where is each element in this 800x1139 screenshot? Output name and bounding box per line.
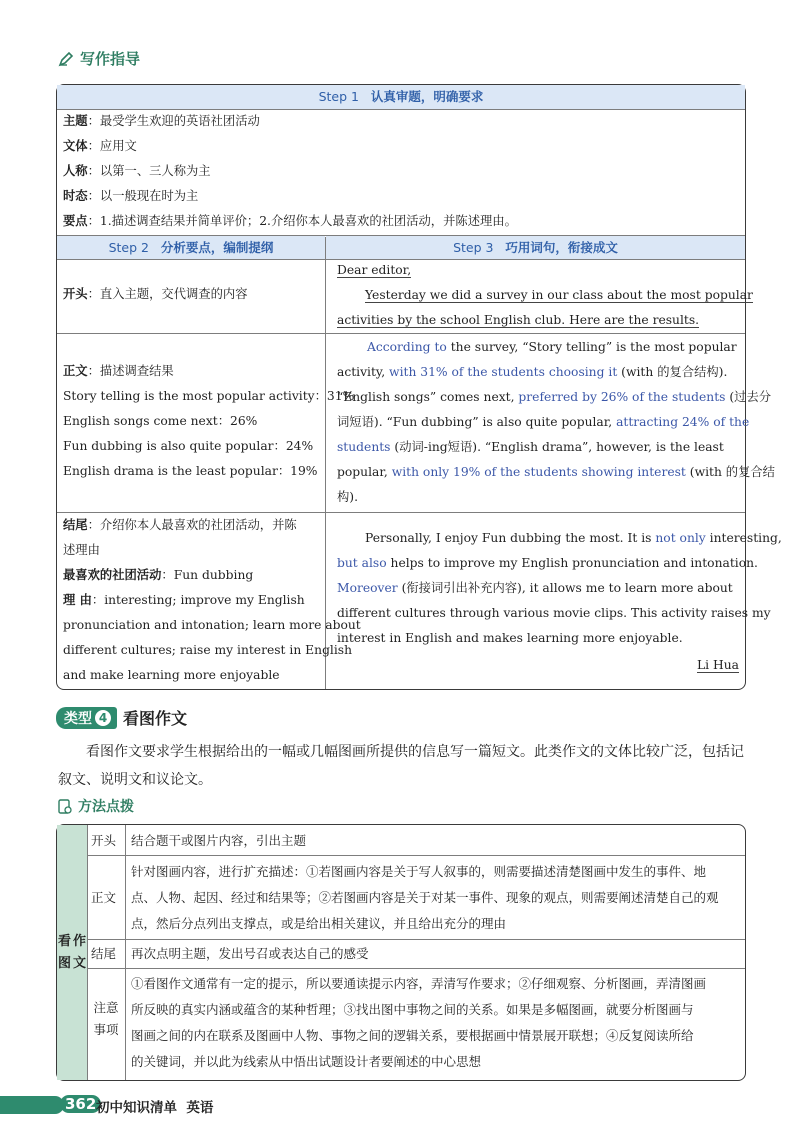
method-row-label-ending: 结尾: [91, 946, 117, 961]
step3-header: Step 3 巧用词句，衔接成文: [326, 236, 745, 259]
reason-line1: 理 由：interesting; improve my English: [63, 593, 305, 607]
req-points: 要点：1.描述调查结果并简单评价；2.介绍你本人最喜欢的社团活动，并陈述理由。: [63, 214, 517, 228]
method-title: 方法点拨: [58, 796, 134, 816]
essay-p2-line5: students (动词-ing短语). “English drama”, however, is the least: [337, 440, 724, 454]
method-row-notes-line2: 所反映的真实内涵或蕴含的某种哲理；③找出图中事物之间的关系。如果是多幅图画，就要分析图画与: [131, 1002, 694, 1017]
type-badge: 类型 4: [56, 707, 117, 729]
essay-salutation: Dear editor,: [337, 263, 412, 277]
essay-signature: Li Hua: [697, 658, 739, 672]
method-row-label-notes: 注意 事项: [93, 1000, 119, 1037]
body-item-1: Story telling is the most popular activity：31%: [63, 389, 355, 403]
essay-p2-line7: 构).: [337, 490, 359, 504]
essay-p2-line4: 词短语). “Fun dubbing” is also quite popular, attracting 24% of the: [337, 415, 750, 429]
method-row-notes-line1: ①看图作文通常有一定的提示，所以要通读提示内容，弄清写作要求；②仔细观察、分析图画，弄清图画: [131, 976, 707, 991]
reason-line2: pronunciation and intonation; learn more about: [63, 618, 361, 632]
essay-p2-line3: “English songs” comes next, preferred by 26% of the students (过去分: [337, 390, 772, 404]
req-topic: 主题：最受学生欢迎的英语社团活动: [63, 114, 260, 128]
outline-ending-cont: 述理由: [63, 543, 100, 557]
body-item-3: Fun dubbing is also quite popular：24%: [63, 439, 314, 453]
method-row-opening: 结合题干或图片内容，引出主题: [131, 833, 307, 848]
method-row-body-line1: 针对图画内容，进行扩充描述：①若图画内容是关于写人叙事的，则需要描述清楚图画中发生的事件、地: [131, 864, 707, 879]
type4-heading: 类型 4 看图作文: [56, 706, 187, 729]
method-row-notes-line3: 图画之间的内在联系及图画中人物、事物之间的逻辑关系，要根据画中情景展开联想；④反复阅读所给: [131, 1028, 694, 1043]
step2-header: Step 2 分析要点，编制提纲: [57, 236, 325, 259]
method-row-notes-line4: 的关键词，并以此为线索从中悟出试题设计者要阐述的中心思想: [131, 1054, 482, 1069]
essay-p2-line6: popular, with only 19% of the students showing interest (with 的复合结: [337, 465, 775, 479]
body-item-2: English songs come next：26%: [63, 414, 258, 428]
method-row-label-opening: 开头: [91, 833, 117, 848]
pen-icon: [58, 51, 74, 67]
essay-p3-line5: interest in English and makes learning more enjoyable.: [337, 631, 683, 645]
footer-bar: [0, 1096, 64, 1114]
outline-opening: 开头：直入主题，交代调查的内容: [63, 287, 248, 301]
method-row-body-line3: 点，然后分点列出支撑点，或是给出相关建议，并且给出充分的理由: [131, 916, 507, 931]
footer-book-title: 初中知识清单 英语: [96, 1100, 214, 1116]
essay-p1-line2: activities by the school English club. Here are the results.: [337, 313, 700, 327]
step1-header: Step 1 认真审题，明确要求: [57, 85, 745, 109]
section-title: 写作指导: [58, 48, 140, 69]
req-genre: 文体：应用文: [63, 139, 137, 153]
essay-p3-line3: Moreover (衔接词引出补充内容), it allows me to learn more about: [337, 581, 733, 595]
page-number: 362: [60, 1095, 101, 1113]
outline-body: 正文：描述调查结果: [63, 364, 174, 378]
essay-p1-line1: Yesterday we did a survey in our class about the most popular: [365, 288, 753, 302]
body-item-4: English drama is the least popular：19%: [63, 464, 318, 478]
method-row-label-body: 正文: [91, 890, 117, 905]
document-icon: [58, 799, 72, 814]
essay-p2-line1: According to the survey, “Story telling” is the most popular: [367, 340, 737, 354]
essay-p3-line1: Personally, I enjoy Fun dubbing the most. It is not only interesting,: [365, 531, 782, 545]
method-side-label: 看图 作文: [57, 933, 86, 971]
method-row-body-line2: 点、人物、起因、经过和结果等；②若图画内容是关于对某一事件、现象的观点，则需要阐述清楚自己的观: [131, 890, 719, 905]
reason-line3: different cultures; raise my interest in English: [63, 643, 353, 657]
reason-line4: and make learning more enjoyable: [63, 668, 280, 682]
essay-p2-line2: activity, with 31% of the students choosing it (with 的复合结构).: [337, 365, 728, 379]
outline-ending: 结尾：介绍你本人最喜欢的社团活动，并陈: [63, 518, 297, 532]
req-tense: 时态：以一般现在时为主: [63, 189, 199, 203]
req-person: 人称：以第一、三人称为主: [63, 164, 211, 178]
essay-p3-line2: but also helps to improve my English pronunciation and intonation.: [337, 556, 758, 570]
method-table: [56, 824, 746, 1081]
method-row-ending: 再次点明主题，发出号召或表达自己的感受: [131, 946, 369, 961]
essay-p3-line4: different cultures through various movie clips. This activity raises my: [337, 606, 771, 620]
favorite-activity: 最喜欢的社团活动：Fun dubbing: [63, 568, 254, 582]
intro-paragraph: 看图作文要求学生根据给出的一幅或几幅图画所提供的信息写一篇短文。此类作文的文体比较广泛，包括记叙文、说明文和议论文。: [58, 744, 744, 788]
writing-guide-table: [56, 84, 782, 690]
